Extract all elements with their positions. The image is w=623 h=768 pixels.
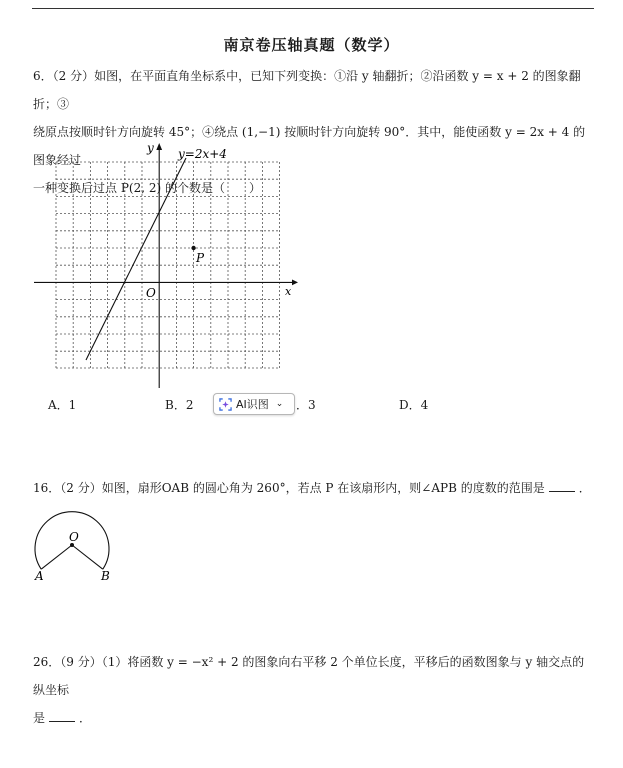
line-y-2x-4 [86, 158, 186, 360]
line-label: y=2x+4 [178, 147, 227, 161]
question-26-end: ． [79, 711, 92, 725]
question-26-line-2 [33, 704, 595, 732]
option-b[interactable]: B．2 [165, 398, 194, 412]
point-p-label: P [196, 251, 205, 265]
x-axis-arrow [292, 280, 298, 286]
q6-coordinate-figure [30, 140, 305, 390]
sector-radius-ob [72, 545, 103, 569]
question-6-line-2: 绕原点按顺时针方向旋转 45°；④绕点 (1,−1) 按顺时针方向旋转 90°．其中，能使函数 y = 2x + 4 的图象经过 [33, 125, 586, 167]
grid [56, 162, 280, 368]
x-axis-label: x [285, 285, 292, 298]
question-26 [33, 648, 595, 732]
question-16-end: ． [578, 481, 591, 495]
top-rule [32, 8, 594, 9]
point-b-label: B [101, 569, 110, 583]
question-6-line-1: 6．（2 分）如图，在平面直角坐标系中，已知下列变换：①沿 y 轴翻折；②沿函数 y = x + 2 的图象翻折；③ [33, 69, 581, 111]
question-26-line-2-text: 是 [33, 711, 46, 725]
page-title: 南京卷压轴真题（数学） [223, 36, 400, 54]
question-16-text: 16．（2 分）如图，扇形OAB 的圆心角为 260°，若点 P 在该扇形内，则∠APB 的度数的范围是 [33, 481, 545, 495]
point-p [191, 246, 195, 250]
question-16 [33, 474, 595, 502]
y-axis-label: y [147, 141, 154, 155]
origin-label: O [146, 286, 156, 300]
sector-radius-oa [41, 545, 72, 569]
center-label: O [69, 530, 79, 544]
answer-blank-26[interactable] [49, 711, 75, 722]
ai-recognize-button[interactable] [213, 393, 295, 415]
option-a[interactable]: A．1 [48, 398, 77, 412]
answer-blank-16[interactable] [549, 481, 575, 492]
y-axis-arrow [156, 143, 162, 150]
question-26-line-1: 26．（9 分）（1）将函数 y = −x² + 2 的图象向右平移 2 个单位长度，平移后的函数图象与 y 轴交点的纵坐标 [33, 655, 585, 697]
point-a-label: A [35, 569, 44, 583]
ai-chip-label: AI识图 [236, 398, 269, 411]
question-6-line-3: 一种变换后过点 P(2, 2) 的个数是（ ） [33, 181, 261, 195]
q16-sector-figure [28, 505, 118, 585]
scan-icon [219, 398, 232, 411]
option-c[interactable]: ．3 [296, 398, 316, 412]
option-d[interactable]: D．4 [399, 398, 429, 412]
chevron-down-icon: ⌄ [275, 399, 284, 409]
